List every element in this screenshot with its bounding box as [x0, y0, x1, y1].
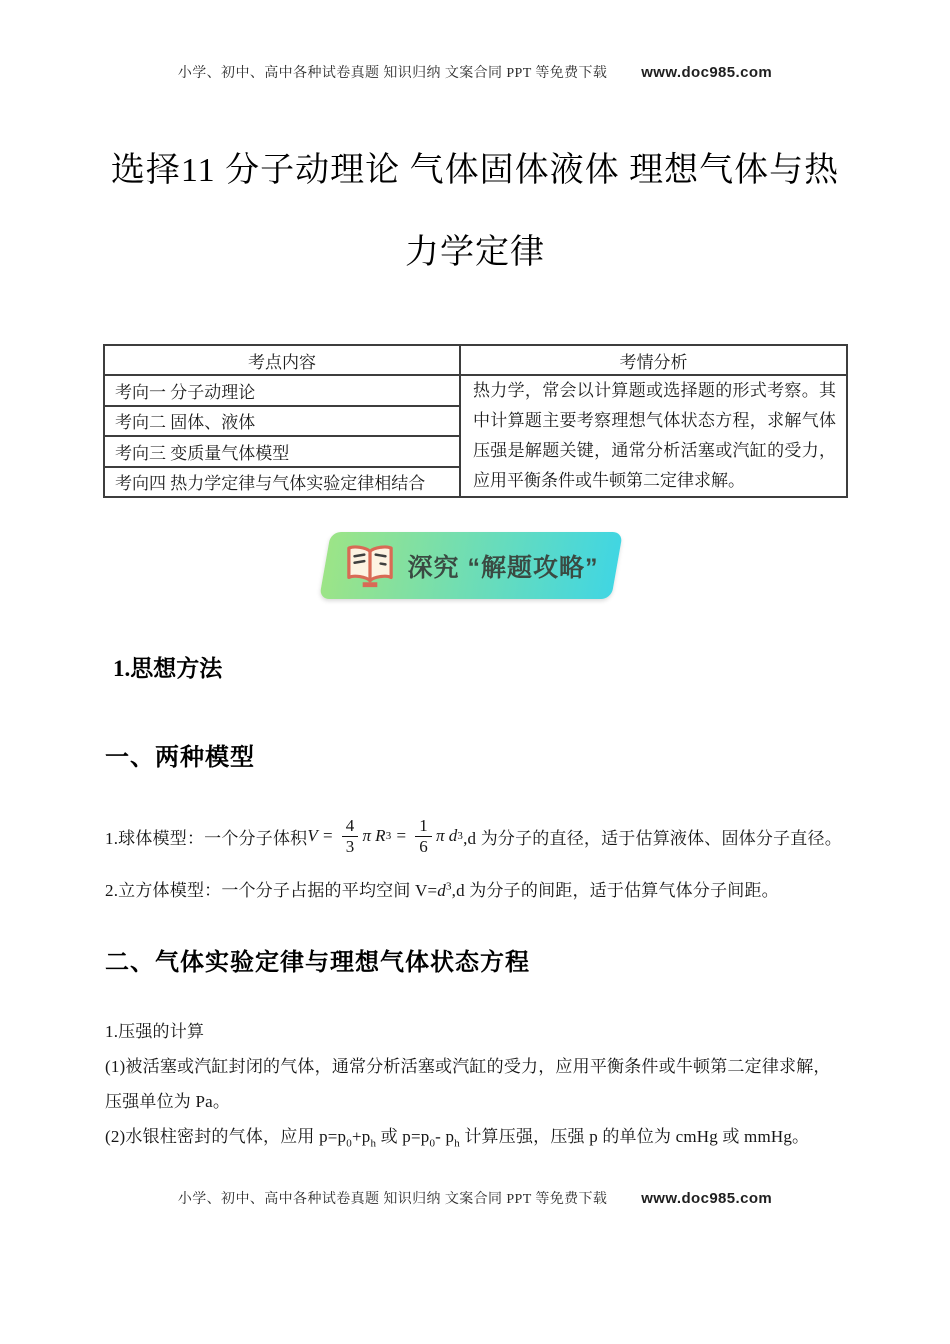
- analysis-cell: 热力学，常会以计算题或选择题的形式考察。其中计算题主要考察理想气体状态方程，求解气体压强是解题关键，通常分析活塞或汽缸的受力，应用平衡条件或牛顿第二定律求解。: [460, 375, 847, 497]
- pressure-line2: 压强单位为 Pa。: [105, 1092, 231, 1111]
- doc-title-line1: 选择11 分子动理论 气体固体液体 理想气体与热: [110, 152, 840, 189]
- col-header-analysis: 考情分析: [460, 345, 847, 375]
- var-d: d: [437, 881, 446, 900]
- fraction-1-6: $\frac{1}{6}$: [415, 817, 432, 856]
- equals-sign: =: [396, 826, 407, 845]
- cube-model-prefix: 2.立方体模型：一个分子占据的平均空间 V=: [105, 881, 438, 900]
- pi-symbol: π: [362, 826, 372, 845]
- header-text: 小学、初中、高中各种试卷真题 知识归纳 文案合同 PPT 等免费下载: [177, 66, 608, 81]
- cube-model-suffix: ,d 为分子的间距，适于估算气体分子间距。: [451, 881, 779, 900]
- section-method-heading: 1.思想方法: [113, 656, 223, 681]
- header-url: www.doc985.com: [641, 64, 773, 81]
- table-row: [104, 375, 847, 406]
- pressure-line1: (1)被活塞或汽缸封闭的气体，通常分析活塞或汽缸的受力，应用平衡条件或牛顿第二定律求解，: [105, 1057, 831, 1076]
- subscript-0: 0: [429, 1137, 436, 1150]
- pressure-heading: 1.压强的计算: [105, 1022, 205, 1041]
- exponent: 3: [445, 880, 452, 893]
- var-d: d: [448, 826, 458, 845]
- section-models-heading: 一、两种模型: [105, 744, 255, 771]
- section-gas-heading: 二、气体实验定律与理想气体状态方程: [105, 949, 530, 976]
- topic-cell-1: 考向一 分子动理论: [104, 375, 460, 406]
- var-R: R: [375, 826, 386, 845]
- sphere-model-suffix: ,d 为分子的直径，适于估算液体、固体分子直径。: [463, 828, 842, 848]
- topic-cell-4: 考向四 热力学定律与气体实验定律相结合: [104, 467, 460, 498]
- col-header-topics: 考点内容: [104, 345, 460, 375]
- footer-url: www.doc985.com: [641, 1190, 773, 1207]
- topic-cell-3: 考向三 变质量气体模型: [104, 436, 460, 467]
- page-footer: [0, 1188, 950, 1208]
- topic-cell-2: 考向二 固体、液体: [104, 406, 460, 437]
- banner-label: 深究 “解题攻略”: [407, 553, 599, 582]
- fraction-4-3: $\frac{4}{3}$: [342, 817, 359, 856]
- subscript-h: h: [370, 1137, 377, 1150]
- subscript-0: 0: [346, 1137, 352, 1150]
- open-book-icon: [344, 543, 396, 589]
- sphere-model-line: 1.球体模型：一个分子体积 V = $\frac{4}{3}$ π R 3 = $\frac{1}{6}$ π d 3 ,d 为分子的直径，适于估算液体、固体分子直径。: [105, 815, 842, 856]
- sphere-model-prefix: 1.球体模型：一个分子体积: [105, 828, 308, 848]
- var-V: V: [307, 826, 318, 845]
- cube-model-line: [105, 876, 779, 901]
- pi-symbol: π: [435, 826, 445, 845]
- doc-title-line2: 力学定律: [405, 234, 545, 271]
- exam-points-table: [103, 344, 848, 498]
- strategy-banner: [325, 532, 617, 599]
- table-header-row: [104, 345, 847, 375]
- subscript-h: h: [454, 1137, 460, 1150]
- page-header: [0, 62, 950, 82]
- footer-text: 小学、初中、高中各种试卷真题 知识归纳 文案合同 PPT 等免费下载: [177, 1192, 608, 1207]
- pressure-line3: (2)水银柱密封的气体，应用 $p=p_0+p_h$ 或 $p=p_0-$ $p_h$ 计算压强，压强 p 的单位为 cmHg 或 mmHg。: [105, 1127, 810, 1150]
- equals-sign: =: [322, 826, 333, 845]
